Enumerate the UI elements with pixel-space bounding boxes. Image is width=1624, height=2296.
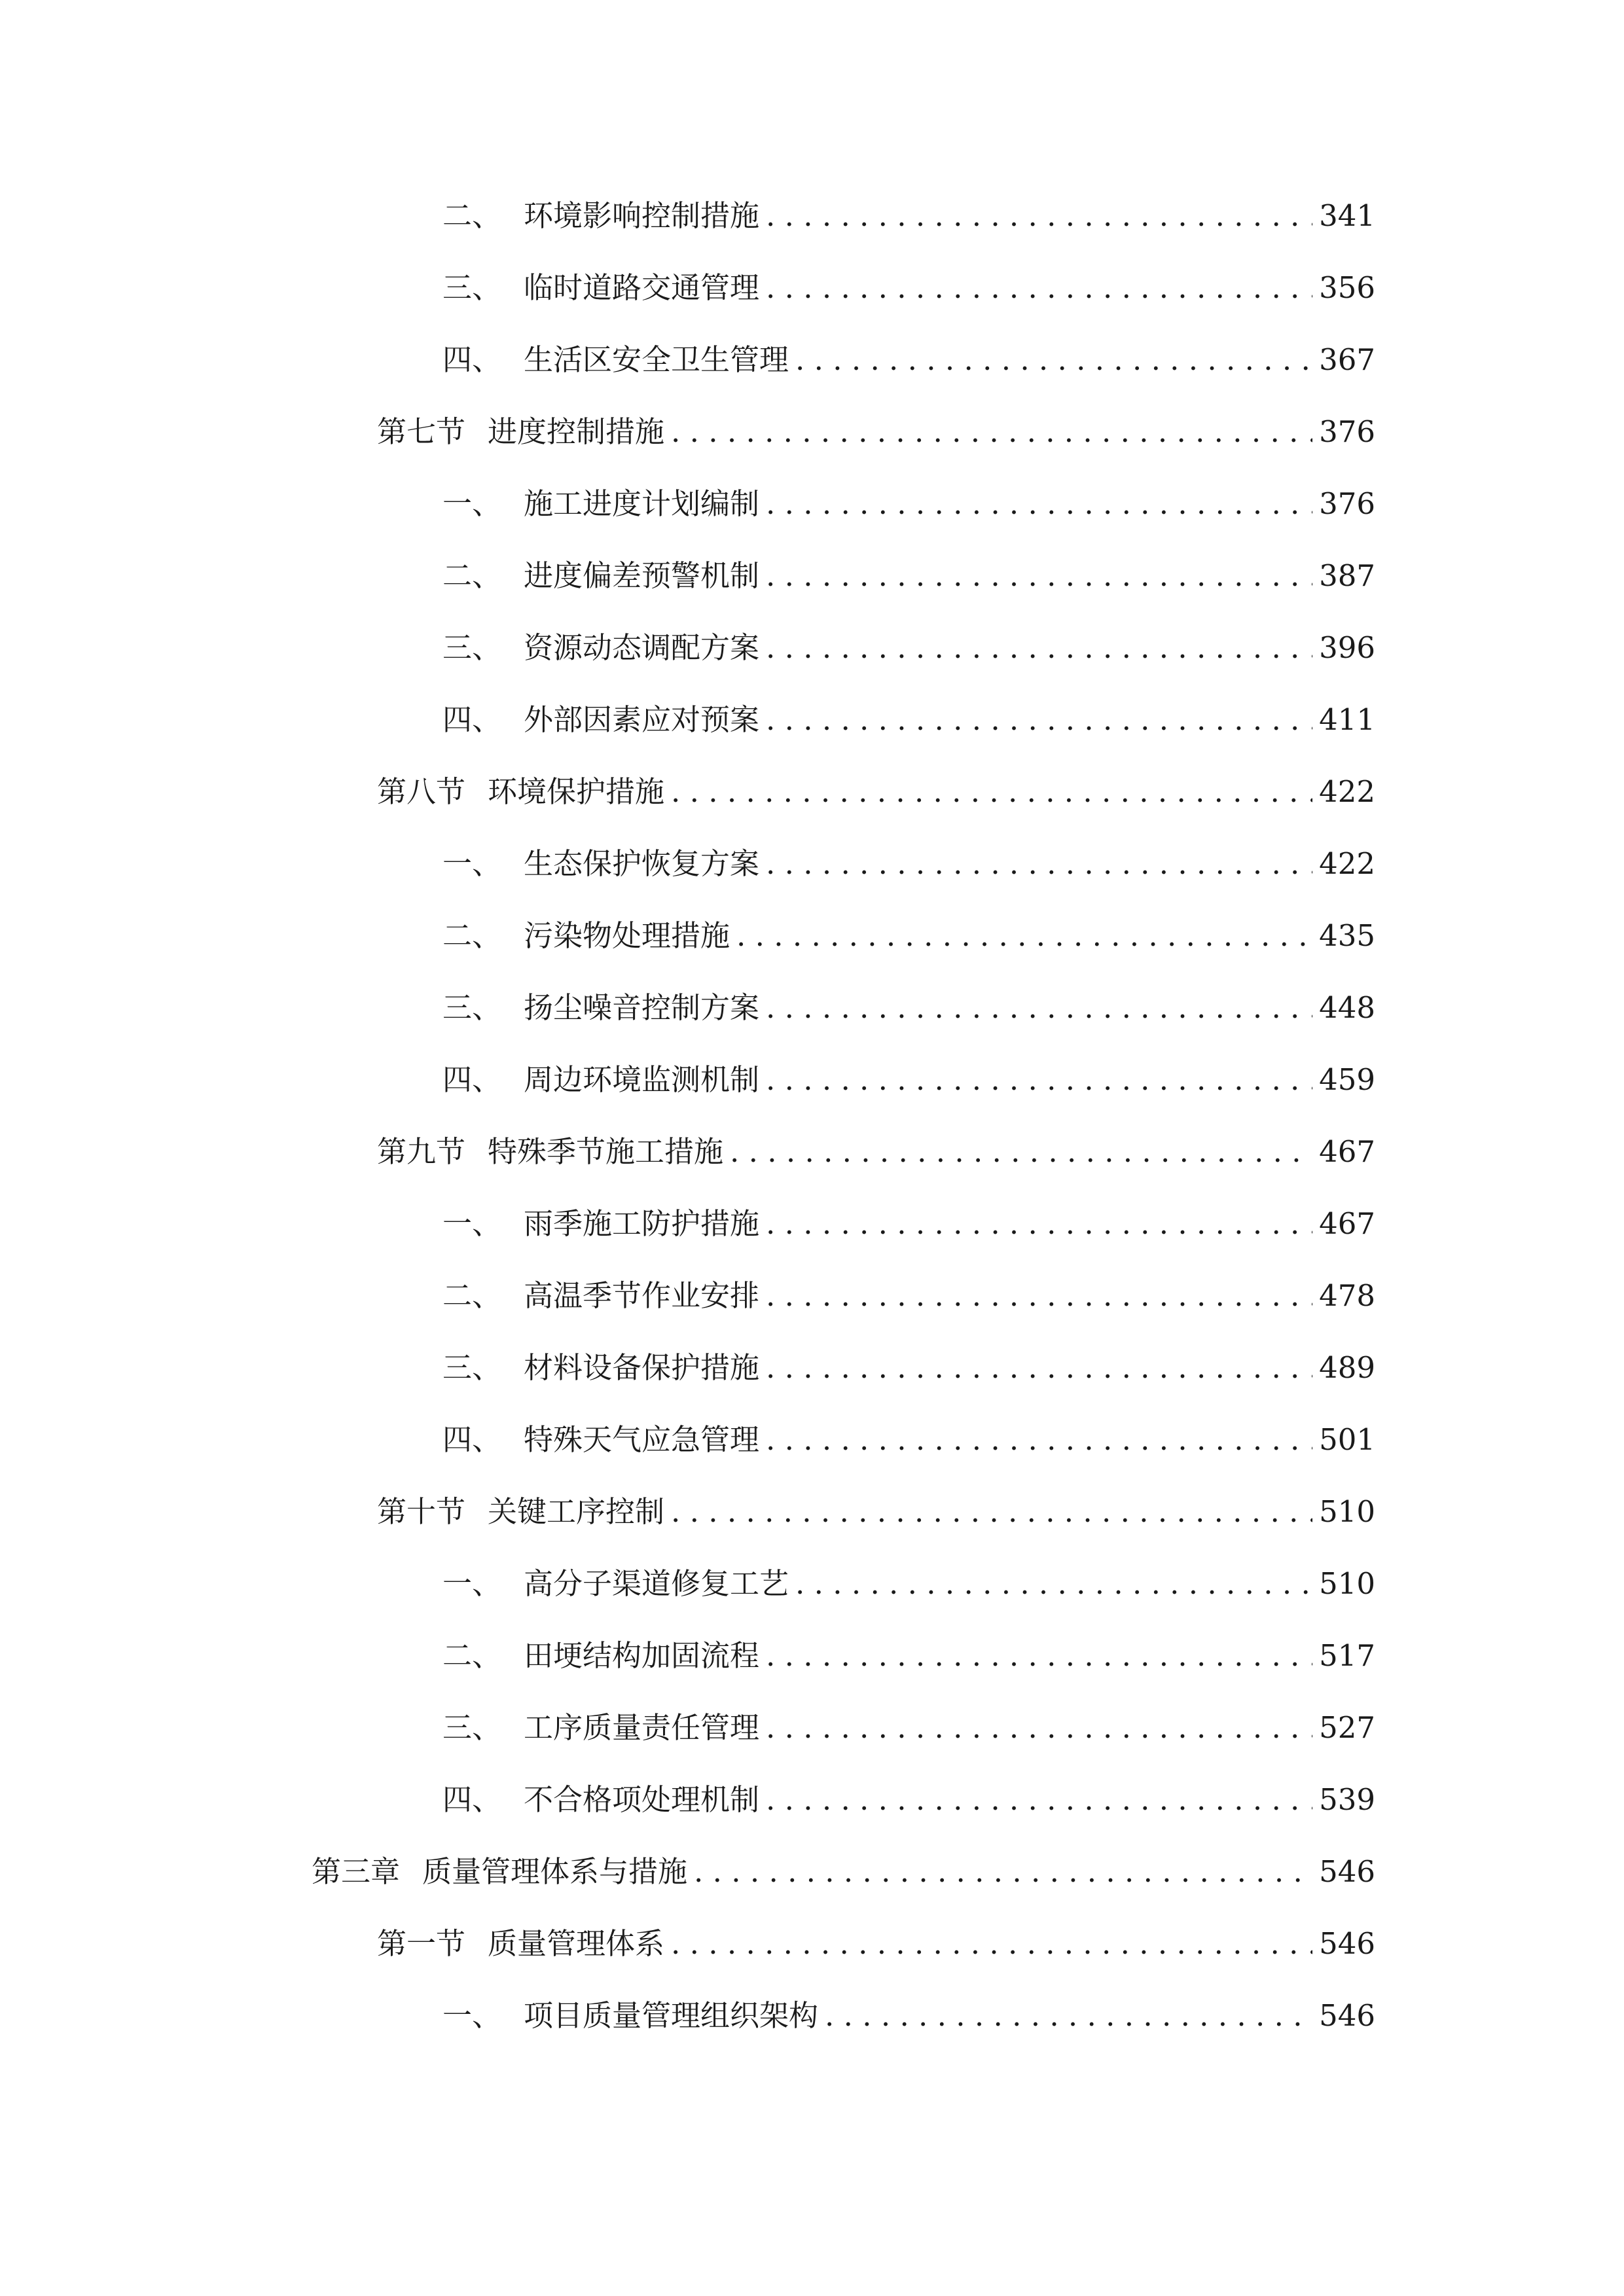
toc-entry[interactable] [377,1921,1375,1967]
toc-leader-dots [766,1417,1312,1463]
toc-entry[interactable] [442,1201,1375,1247]
toc-entry-title: 质量管理体系与措施 [422,1854,688,1889]
toc-entry[interactable] [442,1057,1375,1103]
toc-entry-title: 工序质量责任管理 [524,1710,760,1745]
toc-entry-title: 雨季施工防护措施 [524,1206,760,1241]
toc-entry[interactable] [442,1705,1375,1751]
toc-entry-number: 第七节 [377,414,466,449]
toc-entry-title: 高分子渠道修复工艺 [524,1566,789,1601]
toc-entry[interactable] [442,193,1375,239]
toc-entry-page: 539 [1319,1782,1375,1817]
toc-entry-number: 二、 [442,558,502,593]
toc-entry-title: 不合格项处理机制 [524,1782,760,1817]
toc-entry-title: 进度控制措施 [488,414,665,449]
toc-entry-page: 478 [1319,1278,1375,1313]
toc-leader-dots [766,697,1312,743]
toc-entry-title: 特殊天气应急管理 [524,1422,760,1457]
toc-entry[interactable] [442,1633,1375,1679]
toc-entry-title: 施工进度计划编制 [524,486,760,521]
toc-entry-title: 环境影响控制措施 [524,198,760,233]
toc-entry-title: 关键工序控制 [488,1494,665,1529]
toc-leader-dots [766,481,1312,527]
toc-leader-dots [825,1993,1312,2039]
toc-entry-title: 生态保护恢复方案 [524,846,760,881]
toc-entry-page: 510 [1319,1494,1375,1529]
toc-entry-page: 527 [1319,1710,1375,1745]
toc-leader-dots [766,553,1312,599]
toc-entry[interactable] [442,553,1375,599]
toc-entry-number: 二、 [442,1278,502,1313]
toc-entry-number: 三、 [442,1710,502,1745]
toc-entry-title: 周边环境监测机制 [524,1062,760,1097]
toc-leader-dots [795,337,1312,383]
toc-entry-page: 435 [1319,918,1375,953]
toc-entry-page: 367 [1319,342,1375,377]
toc-leader-dots [671,769,1312,815]
toc-leader-dots [671,409,1312,455]
toc-entry-number: 四、 [442,1422,502,1457]
toc-leader-dots [766,841,1312,887]
toc-leader-dots [766,1273,1312,1319]
toc-entry-number: 一、 [442,486,502,521]
toc-entry-page: 510 [1319,1566,1375,1601]
toc-entry-page: 501 [1319,1422,1375,1457]
toc-entry-number: 三、 [442,1350,502,1385]
toc-entry-page: 341 [1319,198,1375,233]
toc-leader-dots [766,1705,1312,1751]
toc-entry[interactable] [377,409,1375,455]
toc-entry-title: 材料设备保护措施 [524,1350,760,1385]
toc-entry[interactable] [442,625,1375,671]
toc-entry-number: 第十节 [377,1494,466,1529]
toc-entry[interactable] [442,1345,1375,1391]
toc-entry-title: 生活区安全卫生管理 [524,342,789,377]
toc-entry-page: 459 [1319,1062,1375,1097]
toc-entry-title: 项目质量管理组织架构 [524,1998,819,2033]
toc-leader-dots [766,265,1312,311]
toc-entry-number: 一、 [442,1998,502,2033]
toc-entry-page: 489 [1319,1350,1375,1385]
toc-entry-number: 一、 [442,1566,502,1601]
toc-entry[interactable] [442,337,1375,383]
toc-entry[interactable] [442,1993,1375,2039]
toc-leader-dots [766,1633,1312,1679]
toc-entry-page: 396 [1319,630,1375,665]
toc-entry-title: 环境保护措施 [488,774,665,809]
toc-entry-page: 411 [1319,702,1375,737]
toc-entry-number: 第三章 [312,1854,401,1889]
toc-leader-dots [730,1129,1312,1175]
toc-entry-page: 387 [1319,558,1375,593]
toc-entry[interactable] [442,265,1375,311]
toc-leader-dots [671,1489,1312,1535]
toc-leader-dots [694,1849,1312,1895]
toc-entry-number: 第九节 [377,1134,466,1169]
toc-entry[interactable] [442,913,1375,959]
toc-entry-number: 三、 [442,630,502,665]
toc-entry-number: 三、 [442,990,502,1025]
toc-leader-dots [766,193,1312,239]
toc-leader-dots [766,1777,1312,1823]
toc-entry[interactable] [442,697,1375,743]
toc-entry-title: 外部因素应对预案 [524,702,760,737]
toc-leader-dots [766,1345,1312,1391]
toc-entry-page: 448 [1319,990,1375,1025]
toc-entry-number: 二、 [442,918,502,953]
toc-entry[interactable] [442,841,1375,887]
toc-entry-number: 四、 [442,1782,502,1817]
toc-entry-page: 546 [1319,1998,1375,2033]
toc-entry-page: 376 [1319,414,1375,449]
toc-entry-page: 467 [1319,1206,1375,1241]
toc-entry-title: 扬尘噪音控制方案 [524,990,760,1025]
toc-leader-dots [736,913,1312,959]
toc-entry-page: 376 [1319,486,1375,521]
toc-entry[interactable] [442,481,1375,527]
toc-entry-page: 422 [1319,846,1375,881]
toc-entry-page: 422 [1319,774,1375,809]
toc-entry-page: 356 [1319,270,1375,305]
toc-entry[interactable] [442,985,1375,1031]
toc-entry-number: 四、 [442,1062,502,1097]
toc-entry-page: 546 [1319,1854,1375,1889]
toc-leader-dots [766,1201,1312,1247]
toc-entry-title: 资源动态调配方案 [524,630,760,665]
toc-entry-title: 质量管理体系 [488,1926,665,1961]
toc-entry-page: 546 [1319,1926,1375,1961]
toc-entry-title: 临时道路交通管理 [524,270,760,305]
toc-entry[interactable] [377,1489,1375,1535]
toc-entry-number: 一、 [442,1206,502,1241]
toc-entry-title: 进度偏差预警机制 [524,558,760,593]
toc-entry-title: 污染物处理措施 [524,918,731,953]
toc-entry-page: 467 [1319,1134,1375,1169]
toc-entry-title: 高温季节作业安排 [524,1278,760,1313]
toc-entry-number: 四、 [442,342,502,377]
toc-leader-dots [671,1921,1312,1967]
toc-entry-number: 第一节 [377,1926,466,1961]
toc-entry[interactable] [377,1129,1375,1175]
toc-entry-number: 三、 [442,270,502,305]
toc-entry-number: 二、 [442,1638,502,1673]
toc-leader-dots [766,1057,1312,1103]
toc-entry[interactable] [442,1417,1375,1463]
toc-entry-number: 二、 [442,198,502,233]
toc-leader-dots [766,625,1312,671]
toc-entry[interactable] [312,1849,1375,1895]
toc-entry-title: 特殊季节施工措施 [488,1134,724,1169]
toc-entry-title: 田埂结构加固流程 [524,1638,760,1673]
toc-entry[interactable] [377,769,1375,815]
toc-leader-dots [766,985,1312,1031]
toc-leader-dots [795,1561,1312,1607]
toc-entry[interactable] [442,1777,1375,1823]
toc-entry[interactable] [442,1561,1375,1607]
toc-entry[interactable] [442,1273,1375,1319]
toc-entry-number: 四、 [442,702,502,737]
toc-entry-page: 517 [1319,1638,1375,1673]
toc-entry-number: 第八节 [377,774,466,809]
toc-entry-number: 一、 [442,846,502,881]
